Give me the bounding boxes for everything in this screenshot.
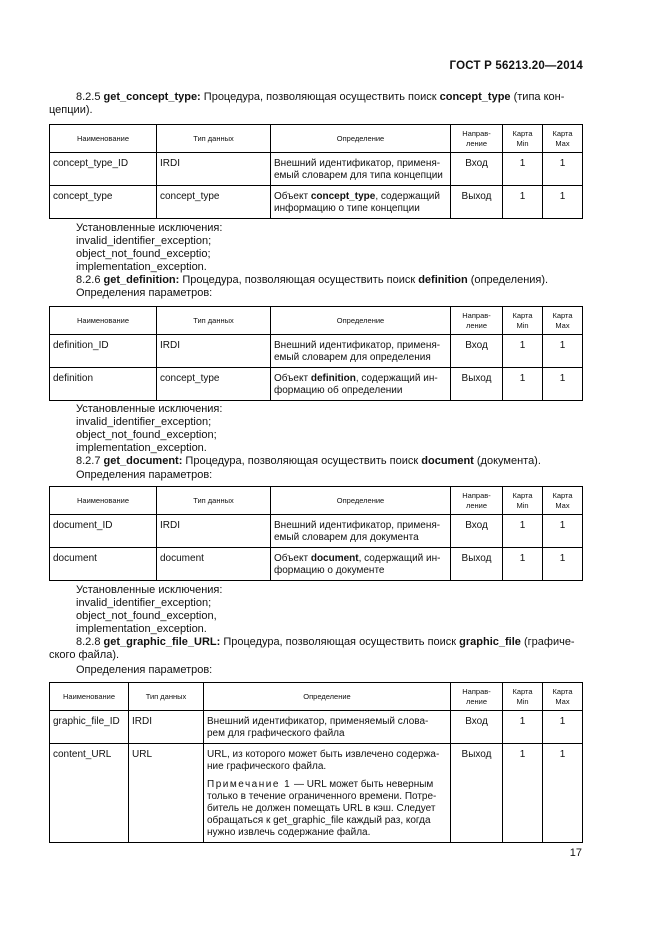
- col-type: Тип данных: [157, 125, 271, 153]
- col-def: Определение: [204, 683, 451, 711]
- cell-dir: Выход: [451, 368, 503, 401]
- exception-item: object_not_found_exceptio;: [76, 248, 211, 260]
- cell-max: 1: [543, 153, 583, 186]
- cell-dir: Выход: [451, 744, 503, 843]
- table-header-row: [50, 125, 583, 153]
- col-def: Определение: [271, 307, 451, 335]
- col-dir: Направ- ление: [451, 487, 503, 515]
- col-max: Карта Max: [543, 683, 583, 711]
- exception-item: implementation_exception.: [76, 442, 207, 454]
- section-8-2-5-paragraph: [49, 91, 583, 117]
- col-dir: Направ- ление: [451, 307, 503, 335]
- col-min: Карта Min: [503, 125, 543, 153]
- params-table-concept-type: [49, 124, 583, 219]
- col-min: Карта Min: [503, 307, 543, 335]
- col-dir: Направ- ление: [451, 683, 503, 711]
- page-number: 17: [569, 847, 582, 859]
- cell-type: concept_type: [157, 368, 271, 401]
- col-type: Тип данных: [129, 683, 204, 711]
- col-name: Наименование: [50, 125, 157, 153]
- note-label: Примечание 1: [207, 779, 292, 790]
- cell-def: Внешний идентификатор, применя- емый словарем для определения: [271, 335, 451, 368]
- table-row: [50, 335, 583, 368]
- cell-name: document: [50, 548, 157, 581]
- table-header-row: [50, 683, 583, 711]
- col-type: Тип данных: [157, 487, 271, 515]
- table-row: [50, 548, 583, 581]
- table-row: [50, 711, 583, 744]
- exception-item: object_not_found_exception,: [76, 610, 217, 622]
- col-def: Определение: [271, 125, 451, 153]
- col-def: Определение: [271, 487, 451, 515]
- section-8-2-5-line2: цепции).: [49, 104, 93, 116]
- exception-item: invalid_identifier_exception;: [76, 235, 212, 247]
- section-8-2-8-line1: 8.2.8 get_graphic_file_URL: Процедура, позволяющая осуществить поиск graphic_file (графиче-: [76, 636, 575, 648]
- cell-max: 1: [543, 186, 583, 219]
- cell-name: definition: [50, 368, 157, 401]
- cell-max: 1: [543, 548, 583, 581]
- cell-def: Объект document, содержащий ин- формацию о документе: [271, 548, 451, 581]
- exceptions-label: Установленные исключения:: [76, 222, 223, 234]
- cell-def: URL, из которого может быть извлечено содержа- ние графического файла. Примечание 1 — URL может быть неверным только в течение ограниченного времени. Потре- битель не должен помещать URL в кэш. Следует обращаться к get_graphic_file каждый раз, когда нужно извлечь содержание файла.: [204, 744, 451, 843]
- table-row: [50, 153, 583, 186]
- cell-min: 1: [503, 711, 543, 744]
- params-label: Определения параметров:: [76, 469, 213, 481]
- cell-max: 1: [543, 335, 583, 368]
- cell-dir: Вход: [451, 335, 503, 368]
- exception-item: object_not_found_exception;: [76, 429, 217, 441]
- cell-min: 1: [503, 186, 543, 219]
- cell-dir: Вход: [451, 153, 503, 186]
- section-8-2-8-line2: ского файла).: [49, 649, 120, 661]
- exceptions-label: Установленные исключения:: [76, 584, 223, 596]
- table-row: [50, 186, 583, 219]
- cell-min: 1: [503, 368, 543, 401]
- params-table-graphic-file: [49, 682, 583, 843]
- cell-name: concept_type: [50, 186, 157, 219]
- params-table-definition: [49, 306, 583, 401]
- params-label: Определения параметров:: [76, 664, 213, 676]
- cell-type: IRDI: [157, 153, 271, 186]
- section-8-2-5-line1: 8.2.5 get_concept_type: Процедура, позволяющая осуществить поиск concept_type (типа кон-: [76, 91, 565, 103]
- cell-dir: Выход: [451, 548, 503, 581]
- cell-type: document: [157, 548, 271, 581]
- col-type: Тип данных: [157, 307, 271, 335]
- col-name: Наименование: [50, 307, 157, 335]
- exception-item: invalid_identifier_exception;: [76, 597, 212, 609]
- col-max: Карта Max: [543, 125, 583, 153]
- col-min: Карта Min: [503, 487, 543, 515]
- section-8-2-8-paragraph: [49, 636, 583, 662]
- cell-min: 1: [503, 335, 543, 368]
- cell-dir: Вход: [451, 515, 503, 548]
- col-name: Наименование: [50, 487, 157, 515]
- cell-type: IRDI: [129, 711, 204, 744]
- note-text: Примечание 1 — URL может быть неверным: [207, 779, 434, 790]
- cell-def: Внешний идентификатор, применяемый слова- рем для графического файла: [204, 711, 451, 744]
- params-label: Определения параметров:: [76, 287, 213, 299]
- section-8-2-7-line1: 8.2.7 get_document: Процедура, позволяющая осуществить поиск document (документа).: [76, 455, 541, 467]
- table-header-row: [50, 307, 583, 335]
- cell-type: concept_type: [157, 186, 271, 219]
- cell-min: 1: [503, 744, 543, 843]
- cell-max: 1: [543, 711, 583, 744]
- cell-type: IRDI: [157, 335, 271, 368]
- standard-header: ГОСТ Р 56213.20—2014: [449, 60, 583, 72]
- col-dir: Направ- ление: [451, 125, 503, 153]
- section-8-2-6-line1: 8.2.6 get_definition: Процедура, позволяющая осуществить поиск definition (определения).: [76, 274, 549, 286]
- cell-min: 1: [503, 153, 543, 186]
- table-row: [50, 515, 583, 548]
- cell-type: URL: [129, 744, 204, 843]
- col-name: Наименование: [50, 683, 129, 711]
- cell-name: graphic_file_ID: [50, 711, 129, 744]
- cell-def: Объект concept_type, содержащий информацию о типе концепции: [271, 186, 451, 219]
- params-table-document: [49, 486, 583, 581]
- col-max: Карта Max: [543, 307, 583, 335]
- cell-def: Внешний идентификатор, применя- емый словарем для типа концепции: [271, 153, 451, 186]
- col-min: Карта Min: [503, 683, 543, 711]
- table-header-row: [50, 487, 583, 515]
- cell-name: concept_type_ID: [50, 153, 157, 186]
- cell-min: 1: [503, 515, 543, 548]
- col-max: Карта Max: [543, 487, 583, 515]
- cell-max: 1: [543, 744, 583, 843]
- cell-def: Внешний идентификатор, применя- емый словарем для документа: [271, 515, 451, 548]
- table-row: [50, 368, 583, 401]
- cell-name: document_ID: [50, 515, 157, 548]
- table-row: [50, 744, 583, 843]
- cell-type: IRDI: [157, 515, 271, 548]
- cell-name: definition_ID: [50, 335, 157, 368]
- cell-min: 1: [503, 548, 543, 581]
- exceptions-label: Установленные исключения:: [76, 403, 223, 415]
- exception-item: implementation_exception.: [76, 261, 207, 273]
- cell-def: Объект definition, содержащий ин- формацию об определении: [271, 368, 451, 401]
- cell-dir: Вход: [451, 711, 503, 744]
- cell-max: 1: [543, 515, 583, 548]
- exception-item: invalid_identifier_exception;: [76, 416, 212, 428]
- cell-name: content_URL: [50, 744, 129, 843]
- exception-item: implementation_exception.: [76, 623, 207, 635]
- cell-max: 1: [543, 368, 583, 401]
- cell-dir: Выход: [451, 186, 503, 219]
